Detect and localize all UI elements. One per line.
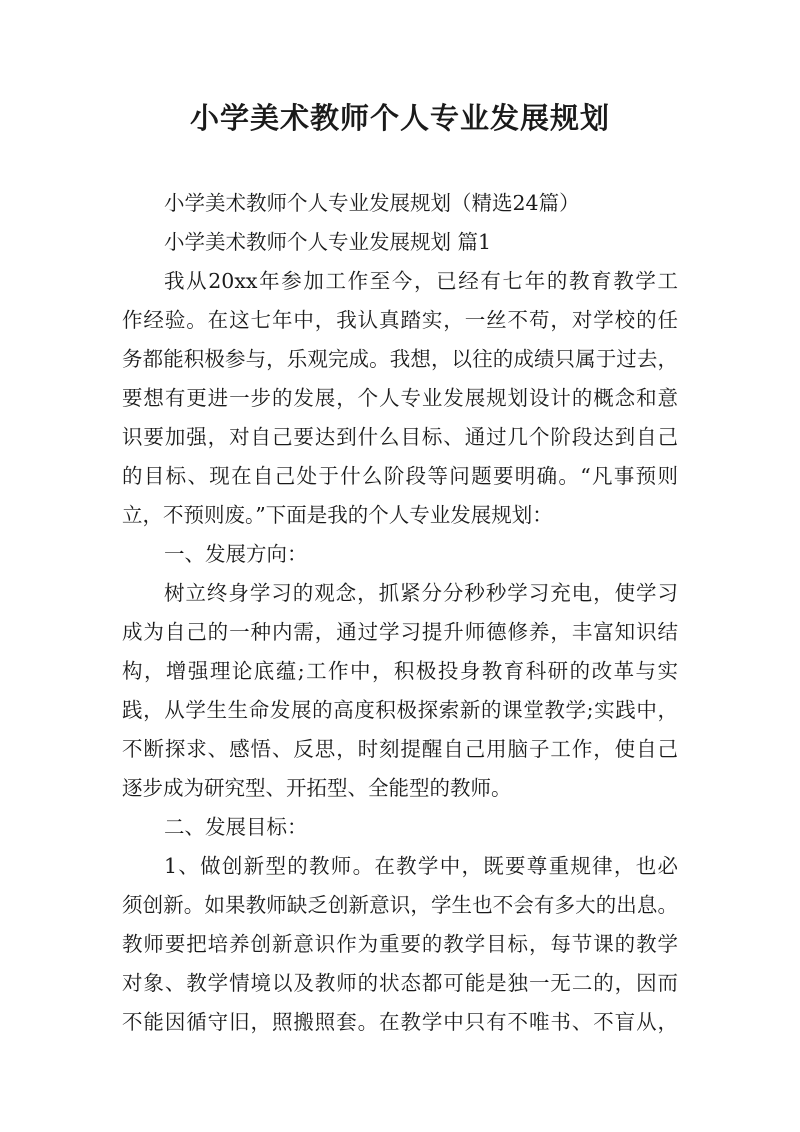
paragraph-line: 构，增强理论底蕴;工作中，积极投身教育科研的改革与实: [122, 659, 678, 683]
paragraph-line: 逐步成为研究型、开拓型、全能型的教师。: [122, 776, 512, 800]
paragraph-line: 要想有更进一步的发展，个人专业发展规划设计的概念和意: [122, 386, 678, 410]
section-heading: 一、发展方向：: [164, 542, 308, 566]
paragraph-subtitle: 小学美术教师个人专业发展规划（精选24篇）: [164, 191, 580, 215]
paragraph-line: 成为自己的一种内需，通过学习提升师德修养，丰富知识结: [122, 620, 678, 644]
document-title: 小学美术教师个人专业发展规划: [189, 101, 610, 135]
paragraph-line: 作经验。在这七年中，我认真踏实，一丝不苟，对学校的任: [122, 308, 678, 332]
paragraph-line: 不能因循守旧，照搬照套。在教学中只有不唯书、不盲从，: [122, 1010, 678, 1034]
paragraph-heading: 小学美术教师个人专业发展规划 篇1: [164, 230, 492, 254]
paragraph-line: 践，从学生生命发展的高度积极探索新的课堂教学;实践中，: [122, 698, 678, 722]
paragraph-line: 对象、教学情境以及教师的状态都可能是独一无二的，因而: [122, 971, 678, 995]
paragraph-line: 务都能积极参与，乐观完成。我想，以往的成绩只属于过去，: [122, 347, 678, 371]
paragraph-line: 我从20xx年参加工作至今，已经有七年的教育教学工: [164, 269, 678, 293]
paragraph-line: 树立终身学习的观念，抓紧分分秒秒学习充电，使学习: [164, 581, 678, 605]
paragraph-line: 教师要把培养创新意识作为重要的教学目标，每节课的教学: [122, 932, 678, 956]
paragraph-line: 识要加强，对自己要达到什么目标、通过几个阶段达到自己: [122, 425, 678, 449]
paragraph-line: 立，不预则废。”下面是我的个人专业发展规划：: [122, 503, 553, 527]
paragraph-line: 须创新。如果教师缺乏创新意识，学生也不会有多大的出息。: [122, 893, 678, 917]
paragraph-line: 的目标、现在自己处于什么阶段等问题要明确。“凡事预则: [122, 464, 678, 488]
paragraph-line: 1、做创新型的教师。在教学中，既要尊重规律，也必: [164, 854, 678, 878]
paragraph-line: 不断探求、感悟、反思，时刻提醒自己用脑子工作，使自己: [122, 737, 678, 761]
section-heading: 二、发展目标：: [164, 815, 308, 839]
